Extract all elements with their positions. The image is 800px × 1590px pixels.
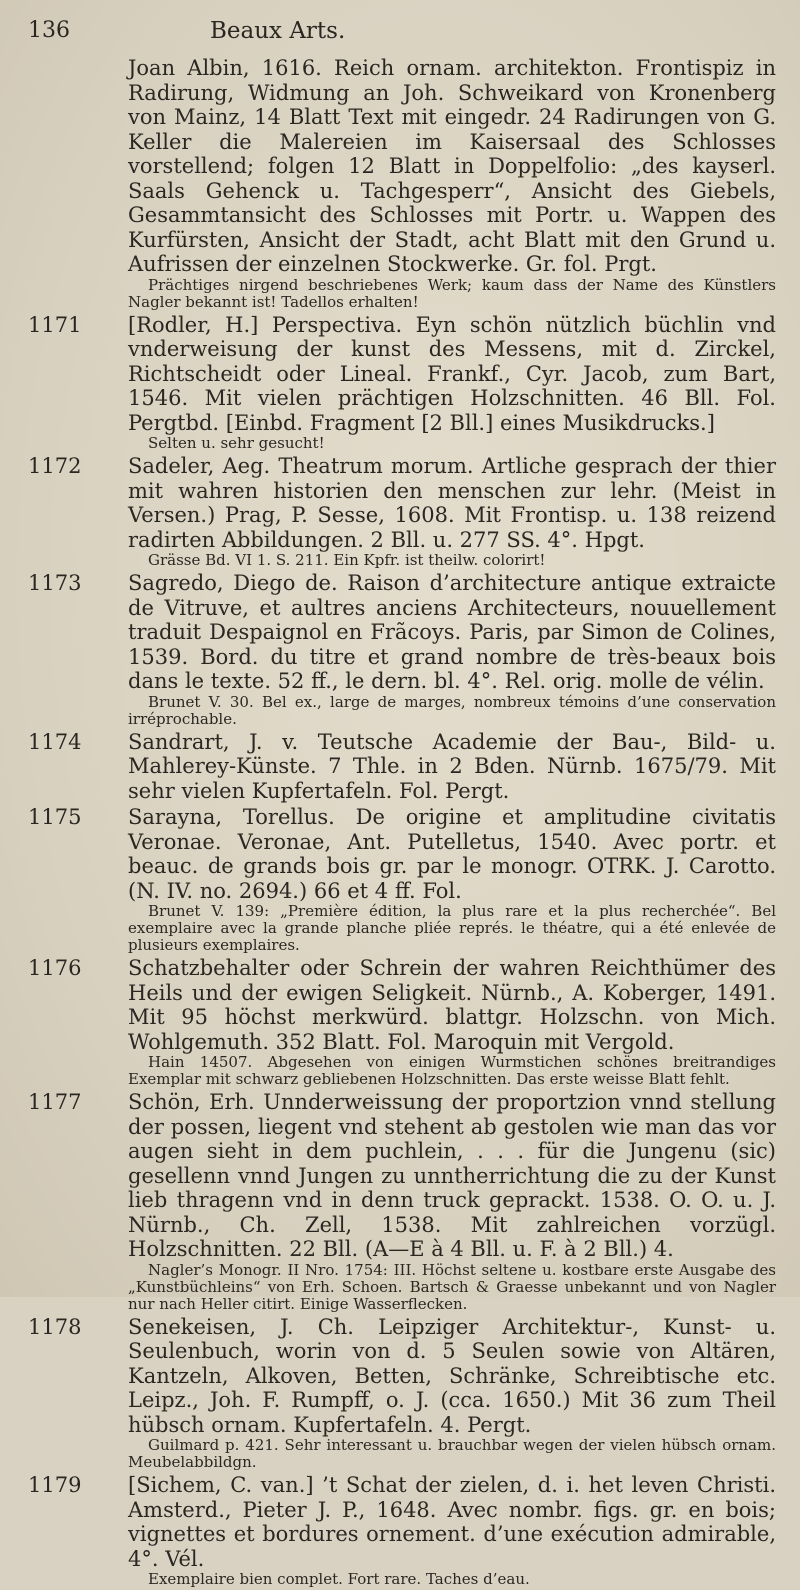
page-header <box>0 18 800 58</box>
entry-title: Senekeisen, J. Ch. Leipziger Architektur-, Kunst- u. Seulenbuch, worin von d. 5 Seulen sowie von Altären, Kantzeln, Alkoven, Betten, Schränke, Schreibtische etc. Leipz., Joh. F. Rumpff, o. J. (cca. 1650.) Mit 36 zum Theil hübsch ornam. Kupfertafeln. 4. Pergt. <box>128 1314 776 1437</box>
entry-title: Sagredo, Diego de. Raison d’architecture antique extraicte de Vitruve, et aultres anciens Architecteurs, nouuellement traduit Despaignol en Frãcoys. Paris, par Simon de Colines, 1539. Bord. du titre et grand nombre de très-beaux bois dans le texte. 52 ff., le dern. bl. 4°. Rel. orig. molle de vélin. <box>128 571 776 693</box>
entry-title: [Rodler, H.] Perspectiva. Eyn schön nützlich büchlin vnd vnderweisung der kunst des Messens, mit d. Zirckel, Richtscheidt oder Lineal. Frankf., Cyr. Jacob, zum Bart, 1546. Mit vielen prächtigen Holzschnitten. 46 Bll. Fol. Pergtbd. [Einbd. Fragment [2 Bll.] eines Musikdrucks.] <box>128 312 776 435</box>
catalogue-entry <box>0 56 800 311</box>
entry-title: [Sichem, C. van.] ’t Schat der zielen, d. i. het leven Christi. Amsterd., Pieter J. P., 1648. Avec nombr. figs. gr. en bois; vignettes et bordures ornement. d’une exécution admirable, 4°. Vél. <box>128 1473 776 1571</box>
catalogue-entry <box>0 571 800 728</box>
entry-title: Sarayna, Torellus. De origine et amplitudine civitatis Veronae. Veronae, Ant. Putelletus, 1540. Avec portr. et beauc. de grands bois gr. par le monogr. OTRK. J. Carotto. (N. IV. no. 2694.) 66 et 4 ff. Fol. <box>128 805 776 903</box>
entry-note: Guilmard p. 421. Sehr interessant u. brauchbar wegen der vielen hübsch ornam. Meubelabbildgn. <box>128 1436 776 1471</box>
entry-note: Brunet V. 139: „Première édition, la plus rare et la plus recherchée“. Bel exemplaire avec la grande planche pliée représ. le théatre, qui a été enlevée de plusieurs exemplaires. <box>128 902 776 954</box>
entry-note: Prächtiges nirgend beschriebenes Werk; kaum dass der Name des Künstlers Nagler bekannt ist! Tadellos erhalten! <box>128 275 776 311</box>
entry-number: 1174 <box>28 729 82 754</box>
catalogue-entry <box>0 1090 800 1313</box>
entry-note: Nagler’s Monogr. II Nro. 1754: III. Höchst seltene u. kostbare erste Ausgabe des „Kunstbüchleins“ von Erh. Schoen. Bartsch & Graesse unbekannt und von Nagler nur nach Heller citirt. Einige Wasserflecken. <box>128 1260 776 1313</box>
entry-number: 1173 <box>28 571 82 595</box>
page-number: 136 <box>28 18 70 43</box>
catalogue-entry <box>0 454 800 569</box>
entry-note: Brunet V. 30. Bel ex., large de marges, nombreux témoins d’une conservation irréprochable. <box>128 692 776 728</box>
catalogue-entry <box>0 805 800 954</box>
entry-title: Sandrart, J. v. Teutsche Academie der Bau-, Bild- u. Mahlerey-Künste. 7 Thle. in 2 Bden. Nürnb. 1675/79. Mit sehr vielen Kupfertafeln. Fol. Pergt. <box>128 729 776 803</box>
catalogue-entry <box>0 956 800 1088</box>
catalogue-entry <box>0 730 800 804</box>
catalogue-entry <box>0 1315 800 1472</box>
entry-number: 1175 <box>28 805 82 829</box>
entry-number: 1179 <box>28 1473 82 1497</box>
entry-note: Selten u. sehr gesucht! <box>148 434 325 452</box>
entry-number: 1172 <box>28 454 82 478</box>
entry-number: 1178 <box>28 1314 82 1339</box>
entry-note: Grässe Bd. VI 1. S. 211. Ein Kpfr. ist theilw. colorirt! <box>148 551 546 569</box>
catalogue-entry <box>0 313 800 453</box>
entry-number: 1171 <box>28 312 82 337</box>
entry-number: 1177 <box>28 1090 82 1114</box>
entry-title: Joan Albin, 1616. Reich ornam. architekton. Frontispiz in Radirung, Widmung an Joh. Schweikard von Kronenberg von Mainz, 14 Blatt Text mit eingedr. 24 Radirungen von G. Keller die Malereien im Kaisersaal des Schlosses vorstellend; folgen 12 Blatt in Doppelfolio: „des kayserl. Saals Gehenck u. Tachgesperr“, Ansicht des Giebels, Gesammtansicht des Schlosses mit Portr. u. Wappen des Kurfürsten, Ansicht der Stadt, acht Blatt mit den Grund u. Aufrissen der einzelnen Stockwerke. Gr. fol. Prgt. <box>128 56 776 276</box>
entry-note: Hain 14507. Abgesehen von einigen Wurmstichen schönes breitrandiges Exemplar mit schwarz gebliebenen Holzschnitten. Das erste weisse Blatt fehlt. <box>128 1053 776 1088</box>
entry-title: Schön, Erh. Unnderweissung der proportzion vnnd stellung der possen, liegent vnd stehent ab gestolen wie man das vor augen sieht in dem puchlein, . . . für die Jungenu (sic) gesellenn vnnd Jungen zu unntherrichtung die zu der Kunst lieb thragenn vnd in denn truck geprackt. 1538. O. O. u. J. Nürnb., Ch. Zell, 1538. Mit zahlreichen vorzügl. Holzschnitten. 22 Bll. (A—E à 4 Bll. u. F. à 2 Bll.) 4. <box>128 1090 776 1261</box>
running-title: Beaux Arts. <box>210 18 346 44</box>
entry-title: Sadeler, Aeg. Theatrum morum. Artliche gesprach der thier mit wahren historien den menschen zur lehr. (Meist in Versen.) Prag, P. Sesse, 1608. Mit Frontisp. u. 138 reizend radirten Abbildungen. 2 Bll. u. 277 SS. 4°. Hpgt. <box>128 454 776 552</box>
entries-list <box>0 56 800 1590</box>
catalogue-entry <box>0 1473 800 1588</box>
entry-number: 1176 <box>28 956 82 980</box>
entry-title: Schatzbehalter oder Schrein der wahren Reichthümer des Heils und der ewigen Seligkeit. Nürnb., A. Koberger, 1491. Mit 95 höchst merkwürd. blattgr. Holzschn. von Mich. Wohlgemuth. 352 Blatt. Fol. Maroquin mit Vergold. <box>128 956 776 1054</box>
entry-note: Exemplaire bien complet. Fort rare. Taches d’eau. <box>148 1570 530 1588</box>
